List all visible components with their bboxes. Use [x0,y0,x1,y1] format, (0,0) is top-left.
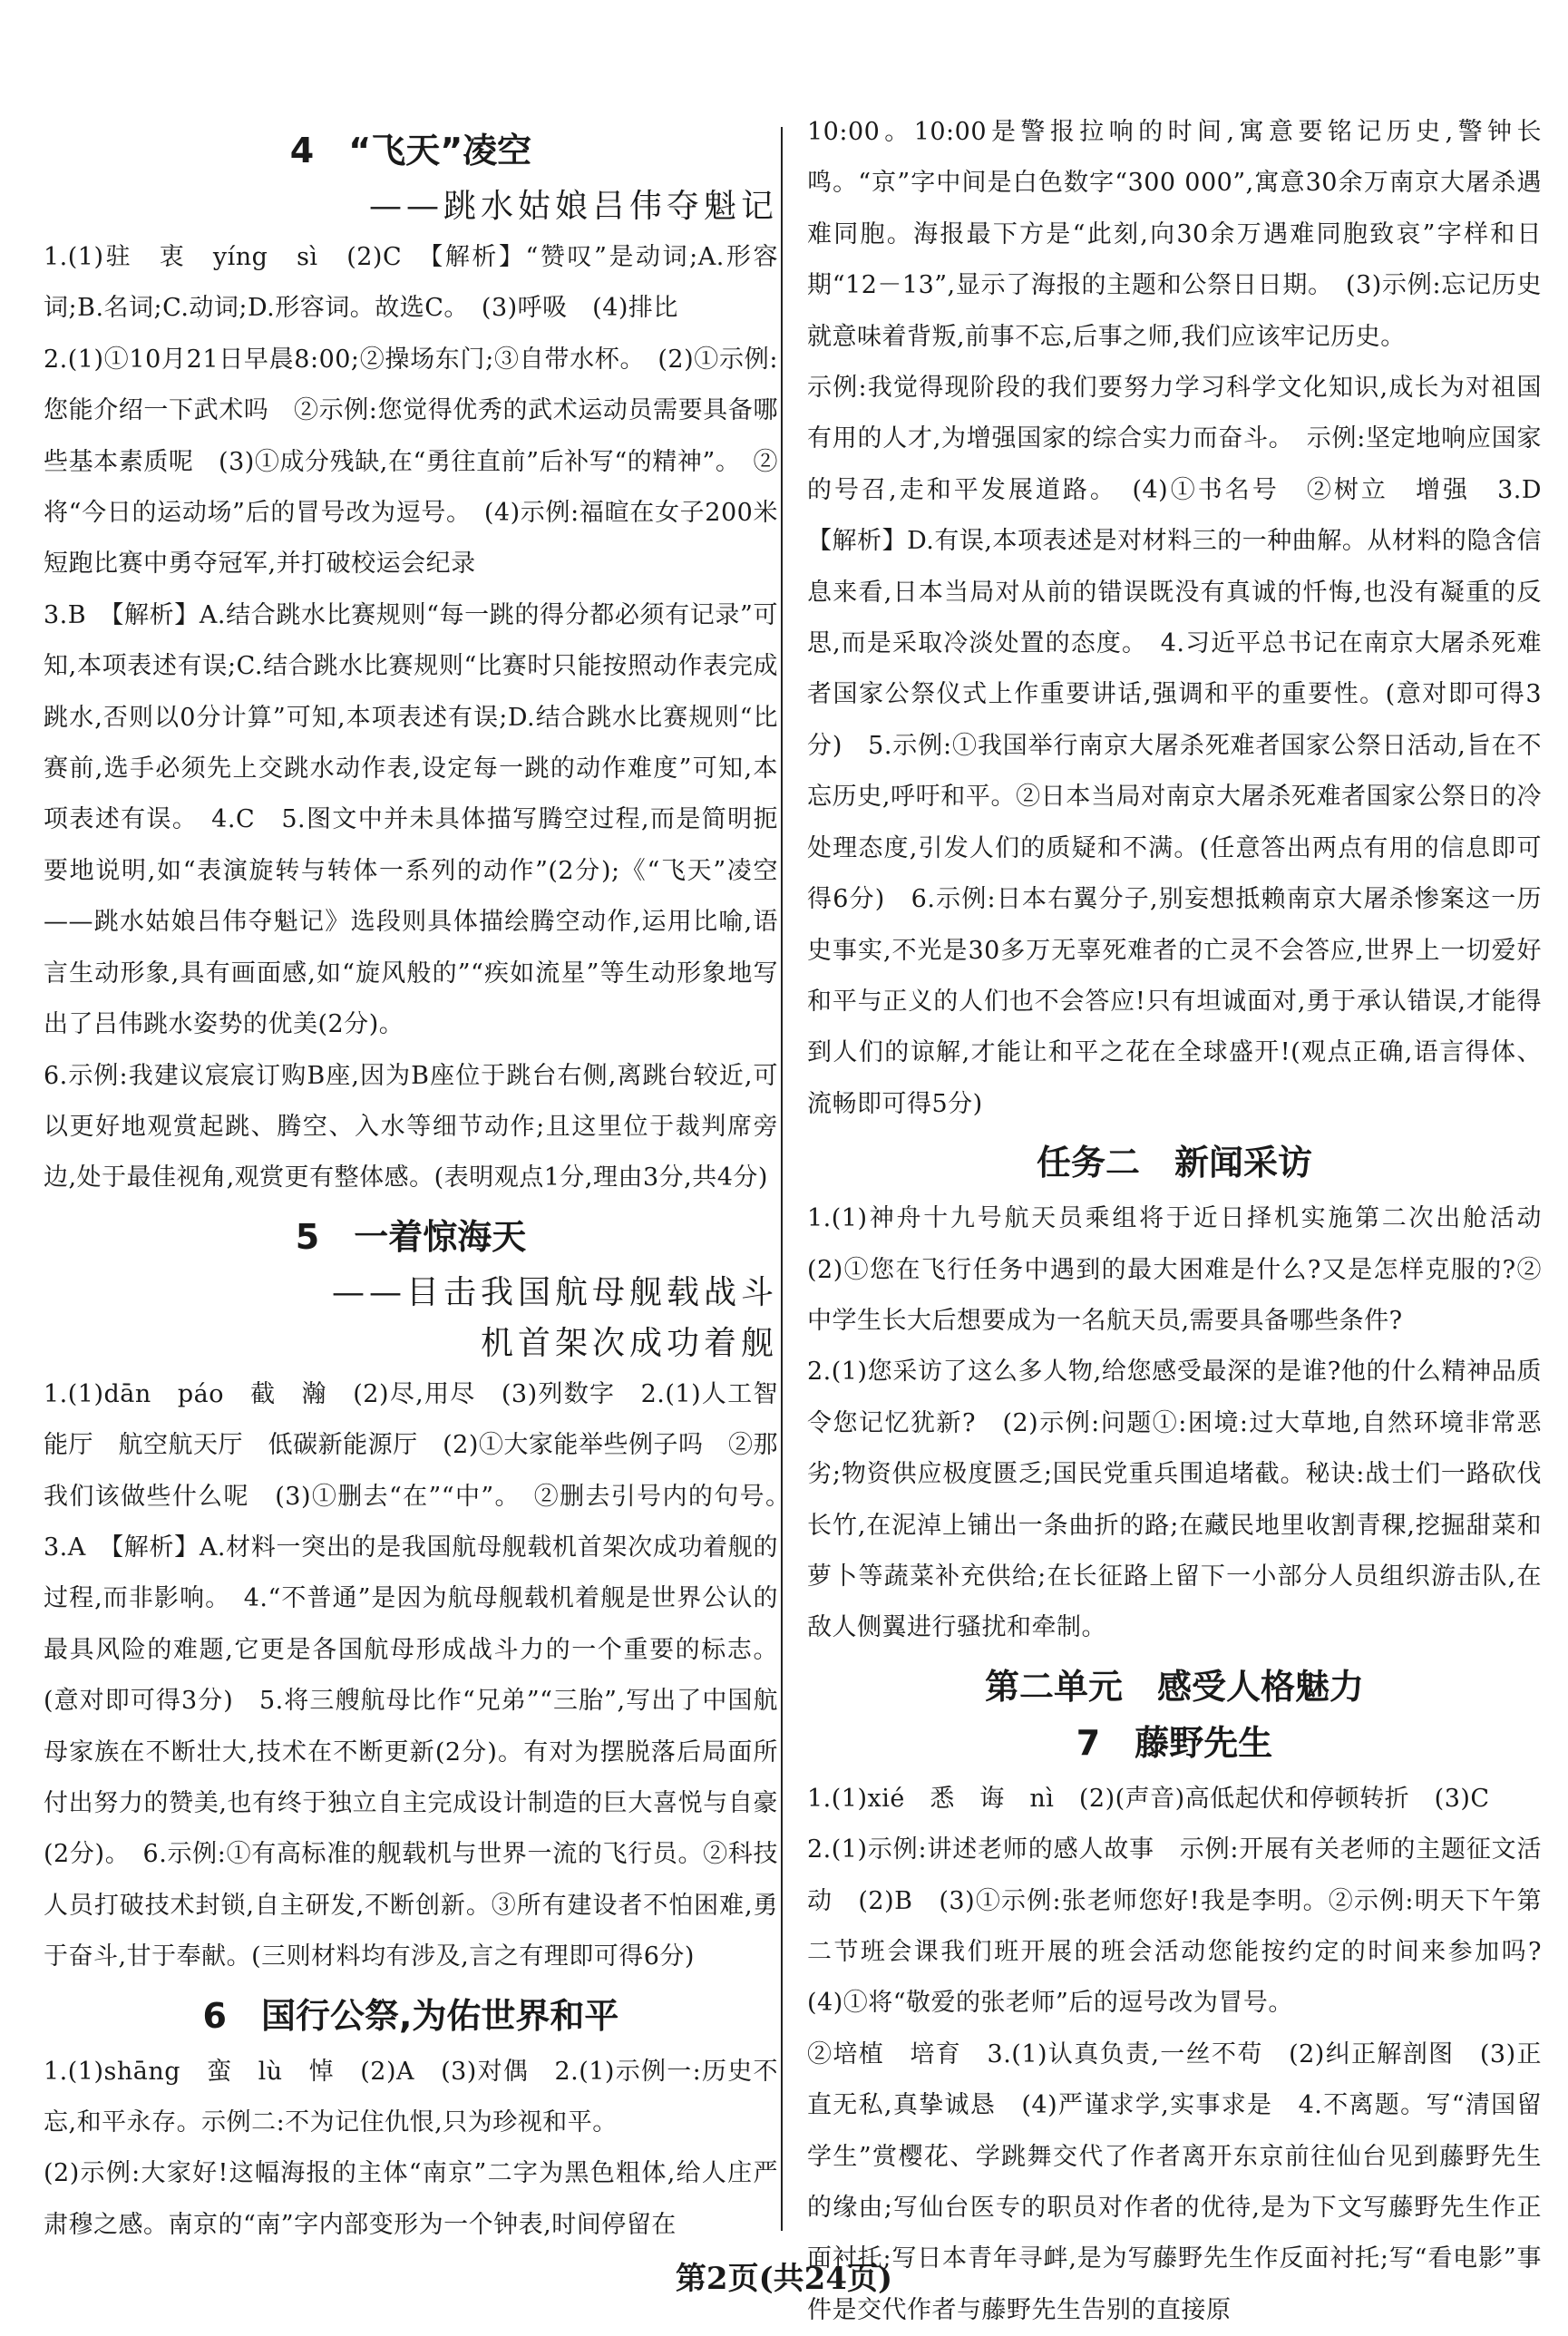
section-heading: 任务二 新闻采访 [1036,1143,1312,1183]
answer-paragraph: (2)示例:大家好!这幅海报的主体“南京”二字为黑色粗体,给人庄严肃穆之感。南京的“南”字内部变形为一个钟表,时间停留在 [44,2159,778,2239]
page-footer: 第2页(共24页) [675,2261,893,2297]
answer-paragraph: ②培植 培育 3.(1)认真负责,一丝不苟 (2)纠正解剖图 (3)正直无私,真挚诚恳 (4)严谨求学,实事求是 4.不离题。写“清国留学生”赏樱花、学跳舞交代了作者离开东京前往仙台见到藤野先生的缘由;写仙台医专的职员对作者的优待,是为下文写藤野先生作正面衬托;写日本青年寻衅,是为写藤野先生作反面衬托;写“看电影”事件是交代作者与藤野先生告别的直接原 [807,2039,1542,2324]
section-heading: 6 国行公祭,为佑世界和平 [202,1995,619,2036]
answer-paragraph: 2.(1)①10月21日早晨8:00;②操场东门;③自带水杯。 (2)①示例:您能介绍一下武术吗 ②示例:您觉得优秀的武术运动员需要具备哪些基本素质呢 (3)①成分残缺,在“勇往直前”后补写“的精神”。 ②将“今日的运动场”后的冒号改为逗号。 (4)示例:福暄在女子200米短跑比赛中勇夺冠军,并打破校运会纪录 [44,345,778,579]
section-heading: 7 藤野先生 [1076,1722,1273,1763]
section-heading: 第二单元 感受人格魅力 [984,1666,1364,1707]
column-divider [781,127,783,2231]
right-column [807,107,1567,2336]
answer-paragraph: 1.(1)神舟十九号航天员乘组将于近日择机实施第二次出舱活动 (2)①您在飞行任务中遇到的最大困难是什么?又是怎样克服的?②中学生长大后想要成为一名航天员,需要具备哪些条件? [807,1204,1567,1335]
section-heading: 5 一着惊海天 [295,1216,527,1257]
answer-paragraph: 1.(1)xié 悉 诲 nì (2)(声音)高低起伏和停顿转折 (3)C [807,1784,1490,1813]
answer-paragraph: 1.(1)dān páo 截 瀚 (2)尽,用尽 (3)列数字 2.(1)人工智能厅 航空航天厅 低碳新能源厅 (2)①大家能举些例子吗 ②那我们该做些什么呢 (3)①删去“在”“中”。 ②删去引号内的句号。 3.A 【解析】A.材料一突出的是我国航母舰载机首架次成功着舰的过程,而非影响。 4.“不普通”是因为航母舰载机着舰是世界公认的最具风险的难题,它更是各国航母形成战斗力的一个重要的标志。(意对即可得3分) 5.将三艘航母比作“兄弟”“三胎”,写出了中国航母家族在不断壮大,技术在不断更新(2分)。有对为摆脱落后局面所付出努力的赞美,也有终于独立自主完成设计制造的巨大喜悦与自豪(2分)。 6.示例:①有高标准的舰载机与世界一流的飞行员。②科技人员打破技术封锁,自主研发,不断创新。③所有建设者不怕困难,勇于奋斗,甘于奉献。(三则材料均有涉及,言之有理即可得6分) [44,1379,803,1971]
section-subtitle: ——目击我国航母舰载战斗 [331,1273,778,1311]
section-subtitle: ——跳水姑娘吕伟夺魁记 [368,188,778,225]
left-column [44,118,803,2251]
section-subtitle: 机首架次成功着舰 [480,1324,778,1362]
answer-paragraph: 10:00。10:00是警报拉响的时间,寓意要铭记历史,警钟长鸣。“京”字中间是白色数字“300 000”,寓意30余万南京大屠杀遇难同胞。海报最下方是“此刻,向30余万遇难同胞致哀”字样和日期“12－13”,显示了海报的主题和公祭日日期。 (3)示例:忘记历史就意味着背叛,前事不忘,后事之师,我们应该牢记历史。 [807,118,1542,351]
answer-paragraph: 6.示例:我建议宸宸订购B座,因为B座位于跳台右侧,离跳台较近,可以更好地观赏起跳、腾空、入水等细节动作;且这里位于裁判席旁边,处于最佳视角,观赏更有整体感。(表明观点1分,理由3分,共4分) [44,1061,778,1192]
answer-paragraph: 2.(1)示例:讲述老师的感人故事 示例:开展有关老师的主题征文活动 (2)B (3)①示例:张老师您好!我是李明。②示例:明天下午第二节班会课我们班开展的班会活动您能按约定的时间来参加吗? (4)①将“敬爱的张老师”后的逗号改为冒号。 [807,1835,1567,2018]
answer-paragraph: 2.(1)您采访了这么多人物,给您感受最深的是谁?他的什么精神品质令您记忆犹新? (2)示例:问题①:困境:过大草地,自然环境非常恶劣;物资供应极度匮乏;国民党重兵围追堵截。秘诀:战士们一路砍伐长竹,在泥淖上铺出一条曲折的路;在藏民地里收割青稞,挖掘甜菜和萝卜等蔬菜补充供给;在长征路上留下一小部分人员组织游击队,在敌人侧翼进行骚扰和牵制。 [807,1358,1542,1642]
answer-paragraph: 3.B 【解析】A.结合跳水比赛规则“每一跳的得分都必须有记录”可知,本项表述有误;C.结合跳水比赛规则“比赛时只能按照动作表完成跳水,否则以0分计算”可知,本项表述有误;D.结合跳水比赛规则“比赛前,选手必须先上交跳水动作表,设定每一跳的动作难度”可知,本项表述有误。 4.C 5.图文中并未具体描写腾空过程,而是简明扼要地说明,如“表演旋转与转体一系列的动作”(2分);《“飞天”凌空——跳水姑娘吕伟夺魁记》选段则具体描绘腾空动作,运用比喻,语言生动形象,具有画面感,如“旋风般的”“疾如流星”等生动形象地写出了吕伟跳水姿势的优美(2分)。 [44,600,778,1039]
answer-paragraph: 1.(1)驻 衷 yíng sì (2)C 【解析】“赞叹”是动词;A.形容词;B.名词;C.动词;D.形容词。故选C。 (3)呼吸 (4)排比 [44,243,778,323]
answer-paragraph: 1.(1)shāng 蛮 lù 悼 (2)A (3)对偶 2.(1)示例一:历史不忘,和平永存。示例二:不为记住仇恨,只为珍视和平。 [44,2057,778,2136]
section-heading: 4 “飞天”凌空 [289,131,532,170]
answer-paragraph: 示例:我觉得现阶段的我们要努力学习科学文化知识,成长为对祖国有用的人才,为增强国家的综合实力而奋斗。 示例:坚定地响应国家的号召,走和平发展道路。 (4)①书名号 ②树立 增强 3.D 【解析】D.有误,本项表述是对材料三的一种曲解。从材料的隐含信息来看,日本当局对从前的错误既没有真诚的忏悔,也没有凝重的反思,而是采取冷淡处置的态度。 4.习近平总书记在南京大屠杀死难者国家公祭仪式上作重要讲话,强调和平的重要性。(意对即可得3分) 5.示例:①我国举行南京大屠杀死难者国家公祭日活动,旨在不忘历史,呼吁和平。②日本当局对南京大屠杀死难者国家公祭日的冷处理态度,引发人们的质疑和不满。(任意答出两点有用的信息即可得6分) 6.示例:日本右翼分子,别妄想抵赖南京大屠杀惨案这一历史事实,不光是30多万无辜死难者的亡灵不会答应,世界上一切爱好和平与正义的人们也不会答应!只有坦诚面对,勇于承认错误,才能得到人们的谅解,才能让和平之花在全球盛开!(观点正确,语言得体、流畅即可得5分) [807,374,1567,1118]
